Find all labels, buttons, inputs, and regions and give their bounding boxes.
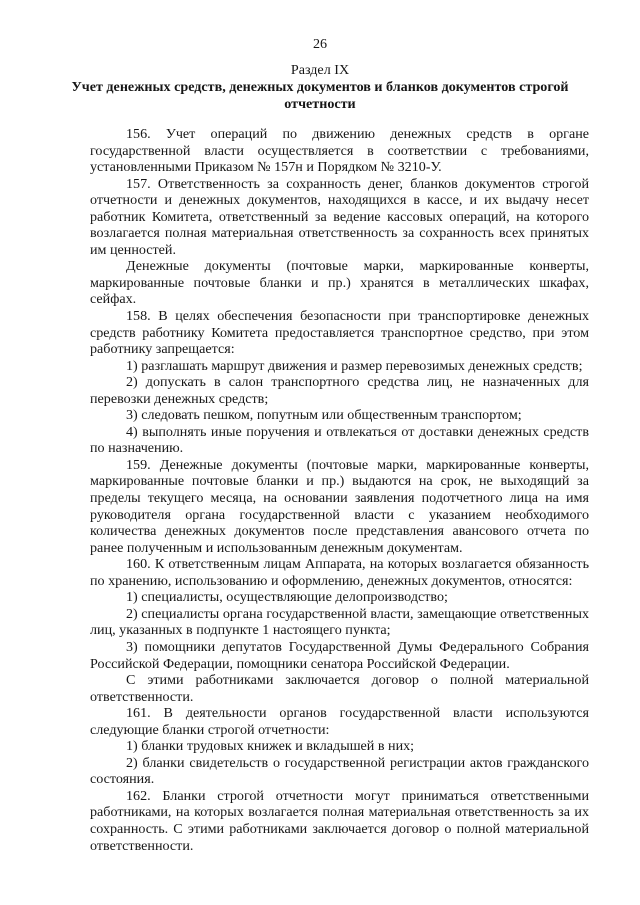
paragraph-159: 159. Денежные документы (почтовые марки, маркированные конверты, маркированные почтовые бланки и пр.) выдаются на срок, не выходящий за пределы текущего месяца, на основании заявления подотчетного лица на имя руководителя органа государственной власти с указанием необходимого количества денежных документов после представления авансового отчета по ранее полученным и использованным денежным документам. xyxy=(90,456,589,556)
paragraph-162: 162. Бланки строгой отчетности могут приниматься ответственными работниками, на которых возлагается полная материальная ответственность за их сохранность. С этими работниками заключается договор о полной материальной ответственности. xyxy=(90,787,589,854)
section-heading: Раздел IX xyxy=(290,62,350,78)
list-item: 4) выполнять иные поручения и отвлекаться от доставки денежных средств по назначению. xyxy=(90,423,589,457)
list-item: 2) специалисты органа государственной власти, замещающие ответственных лиц, указанных в подпункте 1 настоящего пункта; xyxy=(90,605,589,639)
paragraph-liability-contract: С этими работниками заключается договор о полной материальной ответственности. xyxy=(90,672,589,705)
paragraph-157: 157. Ответственность за сохранность денег, бланков документов строгой отчетности и денежных документов, находящихся в кассе, и их выдачу несет работник Комитета, ответственный за ведение кассовых операций, на которого возлагается полная материальная ответственность за сохранность всех принятых им ценностей. xyxy=(90,175,589,258)
paragraph-160: 160. К ответственным лицам Аппарата, на которых возлагается обязанность по хранению, использованию и оформлению, денежных документов, относятся: xyxy=(90,556,589,589)
paragraph-156: 156. Учет операций по движению денежных средств в органе государственной власти осуществляется в соответствии с требованиями, установленными Приказом № 157н и Порядком № 3210-У. xyxy=(90,126,589,176)
page-number: 26 xyxy=(312,36,328,52)
list-item: 3) следовать пешком, попутным или общественным транспортом; xyxy=(126,407,522,424)
document-body xyxy=(90,126,589,854)
list-item: 1) бланки трудовых книжек и вкладышей в них; xyxy=(126,738,415,755)
paragraph-161: 161. В деятельности органов государственной власти используются следующие бланки строгой отчетности: xyxy=(90,705,589,738)
list-item: 1) специалисты, осуществляющие делопроизводство; xyxy=(126,589,448,606)
list-item: 3) помощники депутатов Государственной Думы Федерального Собрания Российской Федерации, помощники сенатора Российской Федерации. xyxy=(90,638,589,672)
paragraph-money-documents-storage: Денежные документы (почтовые марки, маркированные конверты, маркированные почтовые бланки и пр.) хранятся в металлических шкафах, сейфах. xyxy=(90,258,589,308)
paragraph-158: 158. В целях обеспечения безопасности при транспортировке денежных средств работнику Комитета предоставляется транспортное средство, при этом работнику запрещается: xyxy=(90,308,589,358)
list-item: 1) разглашать маршрут движения и размер перевозимых денежных средств; xyxy=(126,357,583,374)
list-item: 2) допускать в салон транспортного средства лиц, не назначенных для перевозки денежных средств; xyxy=(90,374,589,407)
list-item: 2) бланки свидетельств о государственной регистрации актов гражданского состояния. xyxy=(90,754,589,788)
section-title: Учет денежных средств, денежных документов и бланков документов строгой отчетности xyxy=(71,79,569,112)
